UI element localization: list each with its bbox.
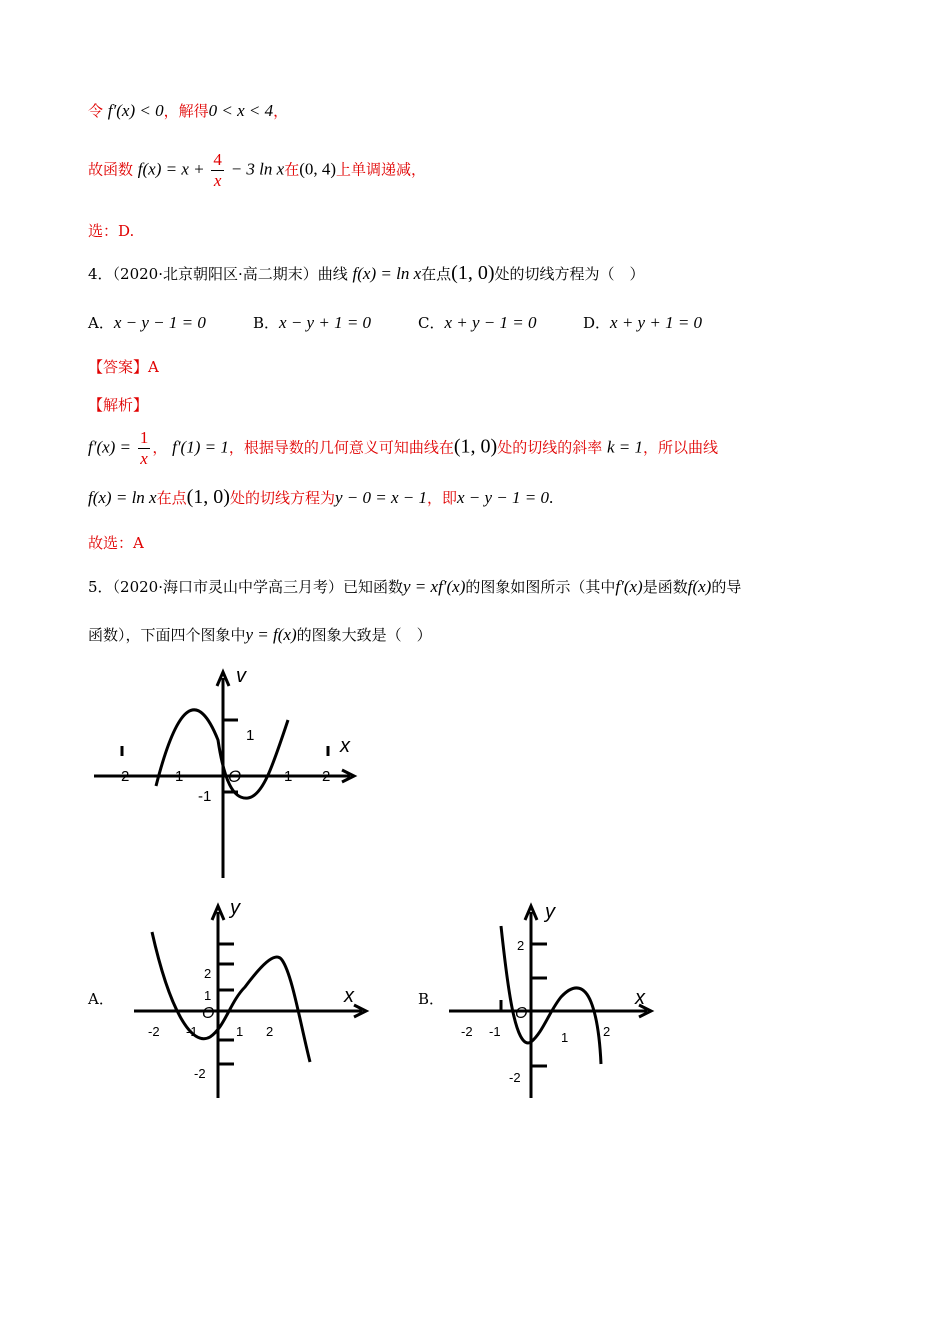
svg-text:-1: -1 [170,768,184,785]
option-a-curve [152,932,310,1062]
q4-point: (1, 0) [451,262,495,284]
option-b-graph[interactable] [445,892,665,1098]
q4-analysis-title: 【解析】 [88,396,149,414]
interval: (0, 4) [299,159,337,179]
svg-text:-2: -2 [116,768,130,785]
x-label: x [340,735,350,757]
svg-text:1: 1 [246,727,255,744]
q5-option-b-label[interactable]: B． [418,990,445,1008]
q5-option-a-label[interactable]: A． [88,990,114,1008]
choice-line: 选：D. [88,222,135,240]
svg-text:1: 1 [204,988,212,1003]
interval-solution: 0 < x < 4 [208,101,274,120]
svg-text:x: x [635,987,645,1009]
q4-function: f(x) = ln x [352,264,422,283]
y-label: v [236,665,246,687]
svg-text:-2: -2 [148,1024,160,1039]
svg-text:2: 2 [603,1024,611,1039]
svg-text:-1: -1 [198,788,212,805]
svg-text:1: 1 [236,1024,244,1039]
svg-text:-2: -2 [461,1024,473,1039]
svg-text:1: 1 [284,768,293,785]
svg-text:-2: -2 [194,1066,206,1081]
svg-text:-1: -1 [186,1024,198,1039]
q4-conclusion: 故选：A [88,534,144,552]
option-a-graph[interactable] [130,892,380,1098]
svg-text:O: O [515,1005,528,1022]
svg-text:y: y [230,897,240,919]
q4-option-a[interactable]: A．x − y − 1 = 0 [88,313,206,332]
question-4-stem: 4．（2020·北京朝阳区·高二期末）曲线 f(x) = ln x在点(1, 0)处的切线方程为（ ） [88,262,645,284]
svg-text:2: 2 [266,1024,274,1039]
svg-text:2: 2 [204,966,212,981]
solution-line-1: 令 f′(x) < 0，解得0 < x < 4， [88,101,289,120]
svg-text:1: 1 [561,1030,569,1045]
fraction-4-over-x: $\frac{4}{x}$ [213,150,222,190]
svg-text:-2: -2 [509,1070,521,1085]
svg-text:y: y [545,901,555,923]
derivative-condition: f′(x) < 0 [107,101,164,120]
question-5-stem-line-1: 5．（2020·海口市灵山中学高三月考）已知函数y = xf′(x)的图象如图所示（其中f′(x)是函数f(x)的导 [88,577,742,596]
q4-analysis-line-2: f(x) = ln x在点(1, 0)处的切线方程为y − 0 = x − 1，即x − y − 1 = 0. [88,486,554,508]
fraction-1-over-x: $\frac{1}{x}$ [139,428,149,468]
q4-answer: 【答案】A [88,358,159,376]
solution-line-2: 故函数 f(x) = x + $\frac{4}{x}$ − 3 ln x在(0, 4)上单调递减， [88,150,427,190]
q4-option-c[interactable]: C．x + y − 1 = 0 [418,313,537,332]
origin-label: O [228,767,242,786]
q4-option-d[interactable]: D．x + y + 1 = 0 [583,313,703,332]
function-def-right: − 3 ln x [230,159,285,179]
svg-text:x: x [344,985,354,1007]
svg-text:-1: -1 [489,1024,501,1039]
option-b-curve [501,926,601,1064]
svg-text:O: O [202,1005,215,1022]
svg-text:2: 2 [322,768,331,785]
q4-analysis-line-1: f′(x) = $\frac{1}{x}$ ， f′(1) = 1，根据导数的几何意义可知曲线在(1, 0)处的切线的斜率 k = 1，所以曲线 [88,428,719,468]
q4-option-b[interactable]: B．x − y + 1 = 0 [253,313,372,332]
main-graph [88,660,368,880]
question-5-stem-line-2: 函数），下面四个图象中y = f(x)的图象大致是（ ） [88,625,432,644]
function-def-left: f(x) = x + [137,159,205,179]
svg-text:2: 2 [517,938,525,953]
